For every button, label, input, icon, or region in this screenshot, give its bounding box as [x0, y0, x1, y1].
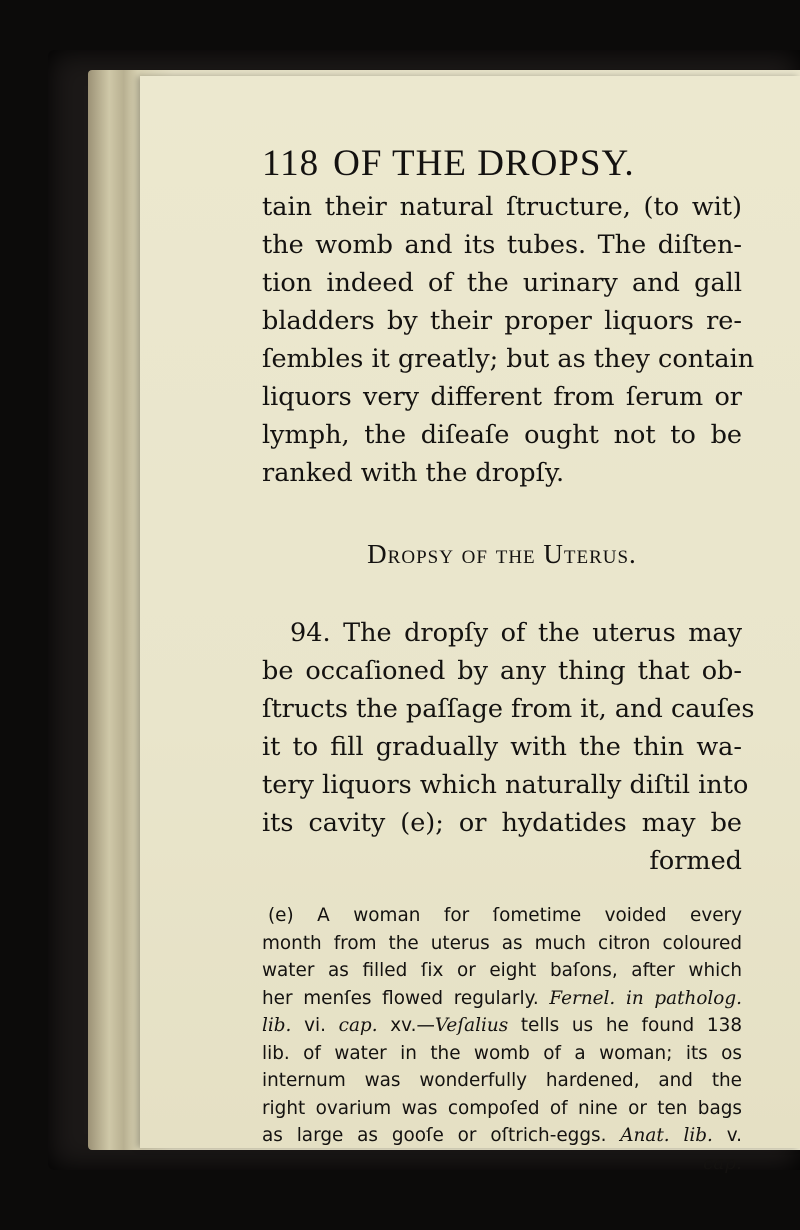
body-line: its cavity (e); or hydatides may be — [262, 808, 742, 838]
body-line: 94. The dropſy of the uterus may — [290, 618, 742, 648]
body-line: lymph, the diſeaſe ought not to be — [262, 420, 742, 450]
section-heading: Dropsy of the Uterus. — [367, 539, 637, 569]
footnote — [262, 902, 742, 1177]
footnote-line: month from the uterus as much citron coloured — [262, 932, 742, 954]
footnote-line — [262, 1122, 742, 1150]
citation: cap. — [338, 1015, 378, 1036]
body-paragraph-section — [262, 614, 755, 880]
footnote-text: as large as gooſe or oſtrich-eggs. — [262, 1125, 621, 1146]
page-text — [262, 140, 755, 1177]
footnote-text: tells us he found 138 — [508, 1015, 743, 1036]
footnote-line: internum was wonderfully hardened, and the — [262, 1070, 742, 1091]
footnote-line — [262, 1150, 742, 1178]
body-line: ſtructs the paſſage from it, and cauſes — [262, 694, 755, 724]
body-line: tery liquors which naturally diſtil into — [262, 770, 749, 800]
body-line: bladders by their proper liquors re- — [262, 306, 742, 336]
citation: Veſalius — [434, 1015, 509, 1036]
body-line: ranked with the dropſy. — [262, 458, 565, 488]
body-line: tain their natural ſtructure, (to wit) — [262, 192, 742, 222]
body-line: ſembles it greatly; but as they contain — [262, 344, 755, 374]
footnote-line — [262, 1012, 742, 1040]
body-line: liquors very different from ſerum or — [262, 382, 742, 412]
footnote-line: (e) A woman for ſometime voided every — [268, 905, 742, 926]
footnote-text: vi. — [291, 1015, 339, 1036]
footnote-line: water as filled ſix or eight baſons, after which — [262, 960, 742, 981]
footnote-line: right ovarium was compoſed of nine or ten bags — [262, 1097, 742, 1119]
running-head — [262, 140, 742, 188]
footnote-line — [262, 985, 742, 1013]
page-number: 118 — [262, 143, 320, 184]
body-line: it to fill gradually with the thin wa- — [262, 732, 742, 762]
body-paragraph-top — [262, 188, 755, 492]
body-line: tion indeed of the urinary and gall — [262, 268, 742, 298]
body-line: be occaſioned by any thing that ob- — [262, 656, 742, 686]
footnote-text: her menſes flowed regularly. — [262, 987, 550, 1009]
catchword: formed — [649, 846, 742, 876]
citation: Anat. lib. — [620, 1125, 713, 1146]
citation: cap. — [703, 1152, 742, 1174]
citation: lib. — [262, 1015, 292, 1036]
footnote-text: v. — [712, 1125, 742, 1146]
footnote-text: xv.— — [377, 1015, 435, 1036]
citation: Fernel. in patholog. — [549, 987, 743, 1009]
footnote-line: lib. of water in the womb of a woman; its os — [262, 1042, 742, 1064]
body-line: the womb and its tubes. The diſten- — [262, 230, 742, 260]
running-title: OF THE DROPSY. — [333, 143, 635, 184]
